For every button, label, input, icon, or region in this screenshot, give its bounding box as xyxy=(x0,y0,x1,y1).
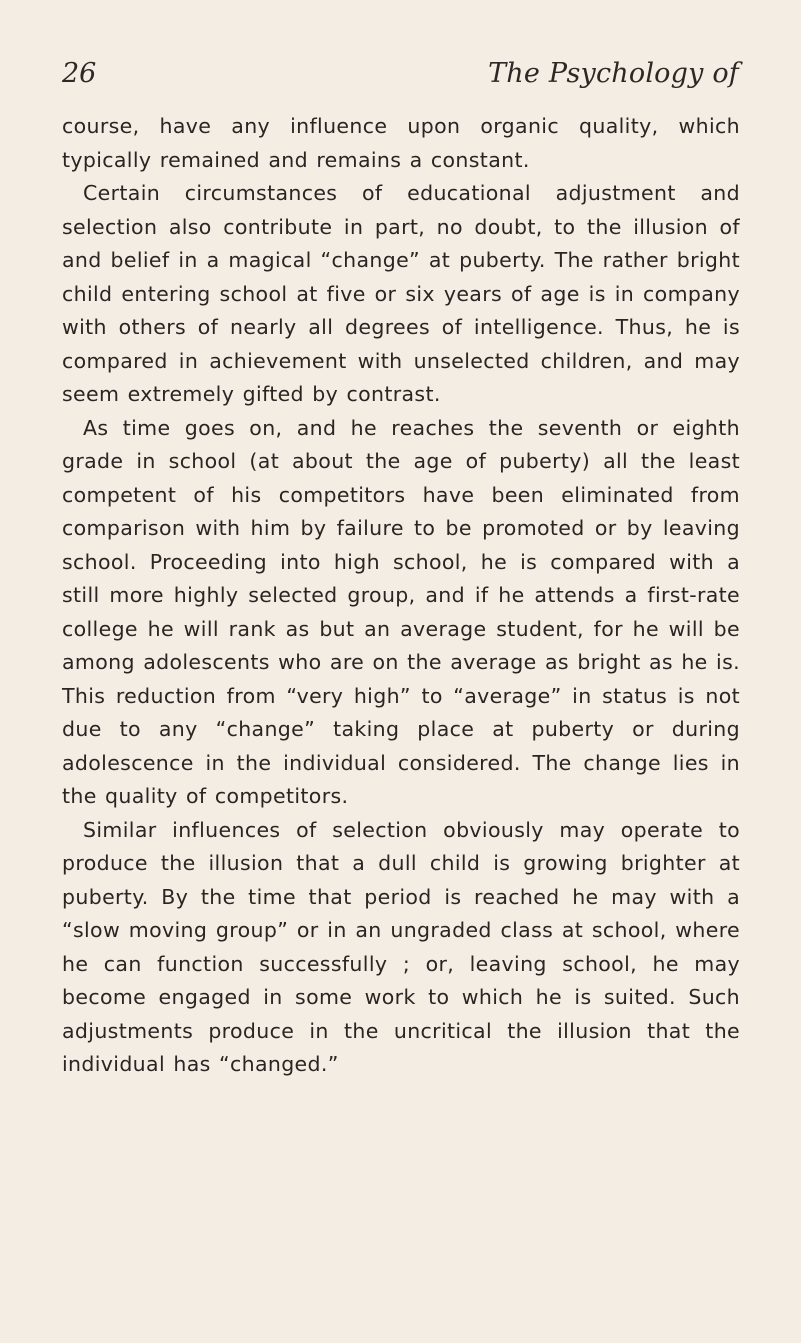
paragraph-educational-adjustment: Certain circumstances of educational adjustment and selection also contribute in part, no doubt, to the illusion of and belief in a magical “change” at puberty. The rather bright child entering school at five or six years of age is in company with others of nearly all degrees of intelligence. Thus, he is compared in achievement with unselected children, and may seem extremely gifted by contrast. xyxy=(62,181,740,406)
paragraph-continued: course, have any influence upon organic quality, which typically remained and remains a constant. xyxy=(62,114,740,172)
running-title: The Psychology of xyxy=(488,58,739,89)
paragraph-seventh-grade: As time goes on, and he reaches the seventh or eighth grade in school (at about the age of puberty) all the least competent of his competitors have been eliminated from comparison with him by failure to be promoted or by leaving school. Proceeding into high school, he is compared with a still more highly selected group, and if he attends a first-rate college he will rank as but an average student, for he will be among adolescents who are on the average as bright as he is. This reduction from “very high” to “average” in status is not due to any “change” taking place at puberty or during adolescence in the individual considered. The change lies in the quality of competitors. xyxy=(62,415,740,808)
paragraph-dull-child: Similar influences of selection obviously may operate to produce the illusion that a dull child is growing brighter at puberty. By the time that period is reached he may with a “slow moving group” or in an ungraded class at school, where he can function successfully ; or, leaving school, he may become engaged in some work to which he is suited. Such adjustments produce in the uncritical the illusion that the individual has “changed.” xyxy=(62,817,740,1076)
running-head xyxy=(62,58,739,98)
body-text xyxy=(62,110,740,1082)
page-number: 26 xyxy=(62,58,97,89)
